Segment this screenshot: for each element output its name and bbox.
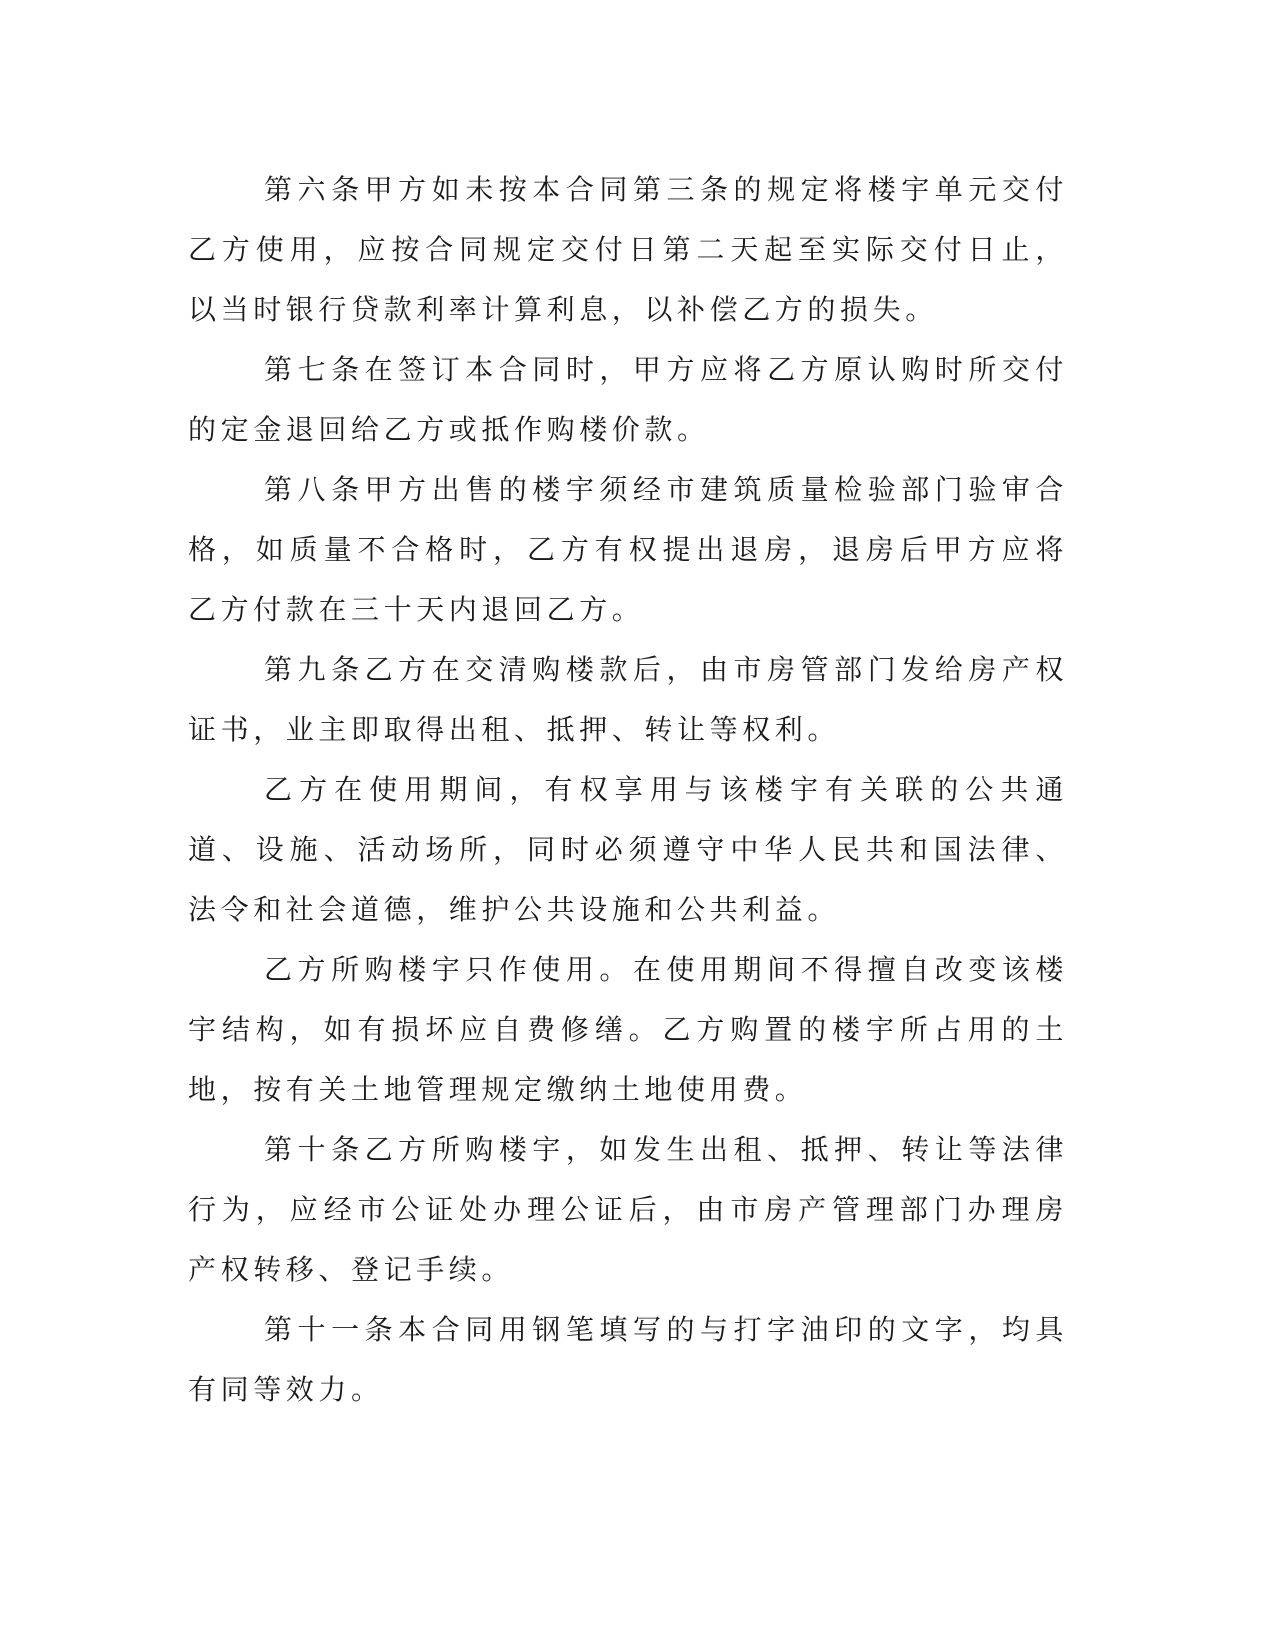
clause-9-paragraph: 第九条乙方在交清购楼款后，由市房管部门发给房产权证书，业主即取得出租、抵押、转让等权利。 [188, 653, 1068, 746]
usage-rights-paragraph: 乙方在使用期间，有权享用与该楼宇有关联的公共通道、设施、活动场所，同时必须遵守中华人民共和国法律、法令和社会道德，维护公共设施和公共利益。 [188, 773, 1068, 926]
clause-6-paragraph: 第六条甲方如未按本合同第三条的规定将楼宇单元交付乙方使用，应按合同规定交付日第二天起至实际交付日止，以当时银行贷款利率计算利息，以补偿乙方的损失。 [188, 173, 1068, 326]
clause-10-paragraph: 第十条乙方所购楼宇，如发生出租、抵押、转让等法律行为，应经市公证处办理公证后，由市房产管理部门办理房产权转移、登记手续。 [188, 1133, 1068, 1286]
clause-8-paragraph: 第八条甲方出售的楼宇须经市建筑质量检验部门验审合格，如质量不合格时，乙方有权提出退房，退房后甲方应将乙方付款在三十天内退回乙方。 [188, 473, 1068, 626]
document-body [188, 160, 1068, 1420]
clause-7-paragraph: 第七条在签订本合同时，甲方应将乙方原认购时所交付的定金退回给乙方或抵作购楼价款。 [188, 353, 1068, 446]
clause-11-paragraph: 第十一条本合同用钢笔填写的与打字油印的文字，均具有同等效力。 [188, 1313, 1068, 1406]
usage-restrictions-paragraph: 乙方所购楼宇只作使用。在使用期间不得擅自改变该楼宇结构，如有损坏应自费修缮。乙方购置的楼宇所占用的土地，按有关土地管理规定缴纳土地使用费。 [188, 953, 1068, 1106]
